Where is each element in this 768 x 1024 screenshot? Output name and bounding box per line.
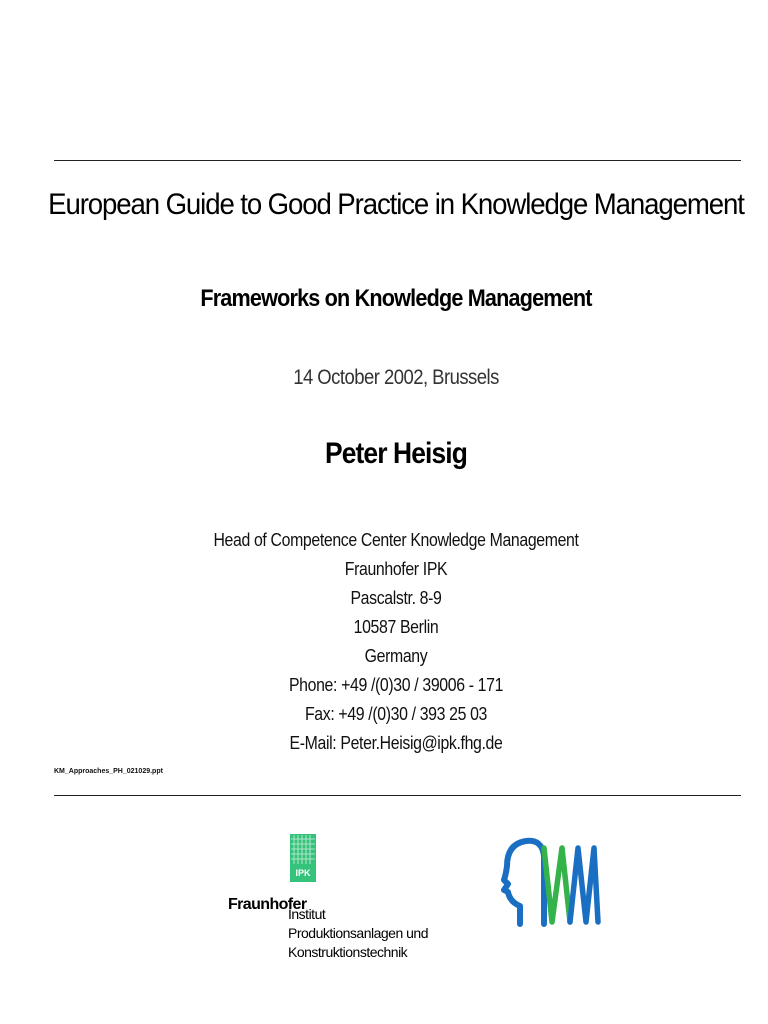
organization: Fraunhofer IPK: [344, 559, 448, 579]
author-name: Peter Heisig: [324, 437, 468, 470]
file-name: KM_Approaches_PH_021029.ppt: [54, 768, 163, 775]
institute-name: [288, 905, 428, 962]
street-address: Pascalstr. 8-9: [350, 588, 442, 608]
fraunhofer-wordmark: Fraunhofer: [228, 896, 307, 913]
top-divider: [54, 160, 741, 161]
institute-line: Konstruktionstechnik: [288, 944, 408, 960]
document-subtitle: Frameworks on Knowledge Management: [200, 285, 592, 312]
date-location: 14 October 2002, Brussels: [293, 366, 499, 389]
bottom-divider: [54, 795, 741, 796]
document-title: European Guide to Good Practice in Knowledge Management: [48, 188, 744, 221]
institute-line: Produktionsanlagen und: [288, 925, 429, 941]
ipk-badge-label: IPK: [295, 868, 311, 878]
zigzag-blue: [570, 848, 598, 922]
country: Germany: [364, 646, 428, 666]
fraunhofer-ipk-logo: [228, 834, 429, 964]
head-profile-shape: [504, 841, 544, 924]
ipk-grid-icon: [290, 834, 316, 882]
author-position: Head of Competence Center Knowledge Management: [213, 530, 579, 550]
institute-line: Institut: [288, 906, 326, 922]
city: 10587 Berlin: [353, 617, 439, 637]
phone: Phone: +49 /(0)30 / 39006 - 171: [288, 675, 504, 695]
email[interactable]: E-Mail: Peter.Heisig@ipk.fhg.de: [289, 733, 503, 753]
contact-details: [48, 526, 745, 758]
fax: Fax: +49 /(0)30 / 393 25 03: [304, 704, 488, 724]
head-profile-wm-logo-icon: [498, 836, 602, 928]
zigzag-green: [544, 848, 570, 922]
